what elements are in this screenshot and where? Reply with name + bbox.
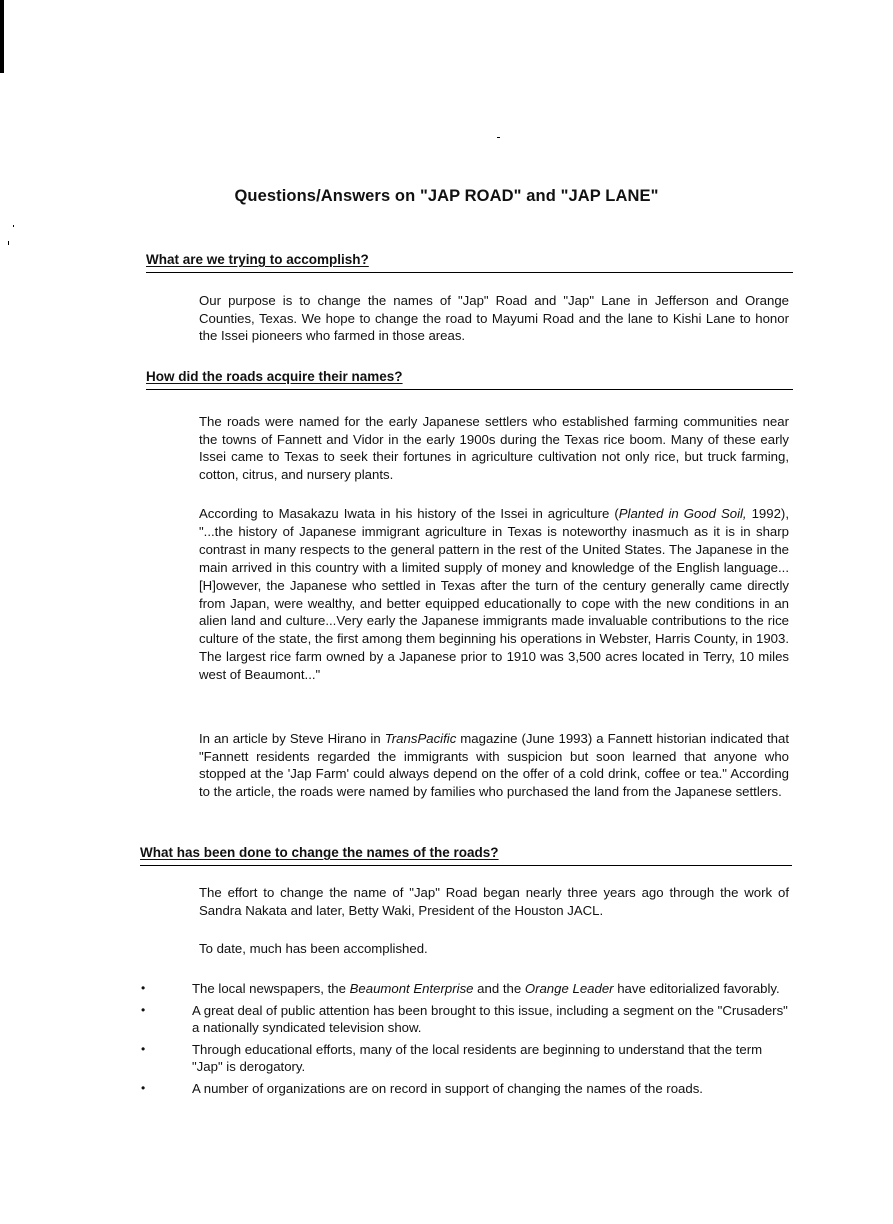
scan-speck <box>8 241 9 245</box>
section-heading-origins <box>146 369 793 390</box>
item-text: A number of organizations are on record in support of changing the names of the roads. <box>192 1081 703 1096</box>
paragraph-iwata-quote <box>199 505 789 684</box>
quote-body: 1992), "...the history of Japanese immigrant agriculture in Texas is noteworthy inasmuch as it is in sharp contrast in many respects to the general pattern in the rest of the United States. The Japanese in the main arrived in this country with a limited supply of money and knowledge of the English language...[H]owever, the Japanese who settled in Texas after the turn of the century generally came directly from Japan, were wealthy, and better equipped educationally to cope with the new conditions in an alien land and culture...Very early the Japanese immigrants made invaluable contributions to the rice culture of the state, the first among them beginning his operations in Webster, Harris County, in 1903. The largest rice farm owned by a Japanese prior to 1910 was 3,500 acres located in Terry, 10 miles west of Beaumont..." <box>199 506 789 683</box>
scan-speck <box>497 137 500 138</box>
bullet-icon: • <box>141 1081 146 1095</box>
item-text: and the <box>473 981 525 996</box>
section-heading-purpose <box>146 252 793 273</box>
heading-text: How did the roads acquire their names? <box>146 369 403 384</box>
paragraph-effort: The effort to change the name of "Jap" Road began nearly three years ago through the work of Sandra Nakata and later, Betty Waki, President of the Houston JACL. <box>199 885 789 918</box>
scan-edge-mark <box>0 0 4 73</box>
list-item <box>140 980 790 997</box>
quote-intro: According to Masakazu Iwata in his history of the Issei in agriculture ( <box>199 506 619 521</box>
article-intro: In an article by Steve Hirano in <box>199 731 385 746</box>
list-item <box>140 1041 790 1075</box>
bullet-icon: • <box>141 1003 146 1017</box>
section-heading-progress <box>140 845 792 866</box>
list-item <box>140 1080 790 1097</box>
magazine-title: TransPacific <box>384 731 457 746</box>
item-text: Through educational efforts, many of the local residents are beginning to understand that the term "Jap" is derogatory. <box>192 1042 763 1074</box>
book-title: Planted in Good Soil, <box>618 506 747 521</box>
document-title: Questions/Answers on "JAP ROAD" and "JAP LANE" <box>234 187 659 205</box>
bullet-icon: • <box>141 981 146 995</box>
newspaper-title: Orange Leader <box>524 981 614 996</box>
item-text: The local newspapers, the <box>192 981 350 996</box>
paragraph-hirano-article <box>199 730 789 800</box>
newspaper-title: Beaumont Enterprise <box>349 981 474 996</box>
heading-text: What has been done to change the names of the roads? <box>140 845 499 860</box>
list-item <box>140 1002 790 1036</box>
accomplishments-list <box>140 980 790 1102</box>
scan-speck <box>13 225 14 227</box>
item-text: A great deal of public attention has been brought to this issue, including a segment on the "Crusaders" a nationally syndicated television show. <box>192 1003 788 1035</box>
item-text: have editorialized favorably. <box>613 981 780 996</box>
paragraph-purpose: Our purpose is to change the names of "Jap" Road and "Jap" Lane in Jefferson and Orange Counties, Texas. We hope to change the road to Mayumi Road and the lane to Kishi Lane to honor the Issei pioneers who farmed in those areas. <box>199 293 789 344</box>
paragraph-to-date: To date, much has been accomplished. <box>199 941 428 956</box>
bullet-icon: • <box>141 1042 146 1056</box>
paragraph-origins: The roads were named for the early Japanese settlers who established farming communities near the towns of Fannett and Vidor in the early 1900s during the Texas rice boom. Many of these early Issei came to Texas to seek their fortunes in agriculture cultivation not only rice, but truck farming, cotton, citrus, and nursery plants. <box>199 414 789 482</box>
heading-text: What are we trying to accomplish? <box>146 252 369 267</box>
article-body: magazine (June 1993) a Fannett historian indicated that "Fannett residents regarded the immigrants with suspicion but soon learned that anyone who stopped at the 'Jap Farm' could always depend on the offer of a cold drink, coffee or tea." According to the article, the roads were named by families who purchased the land from the Japanese settlers. <box>199 731 789 799</box>
